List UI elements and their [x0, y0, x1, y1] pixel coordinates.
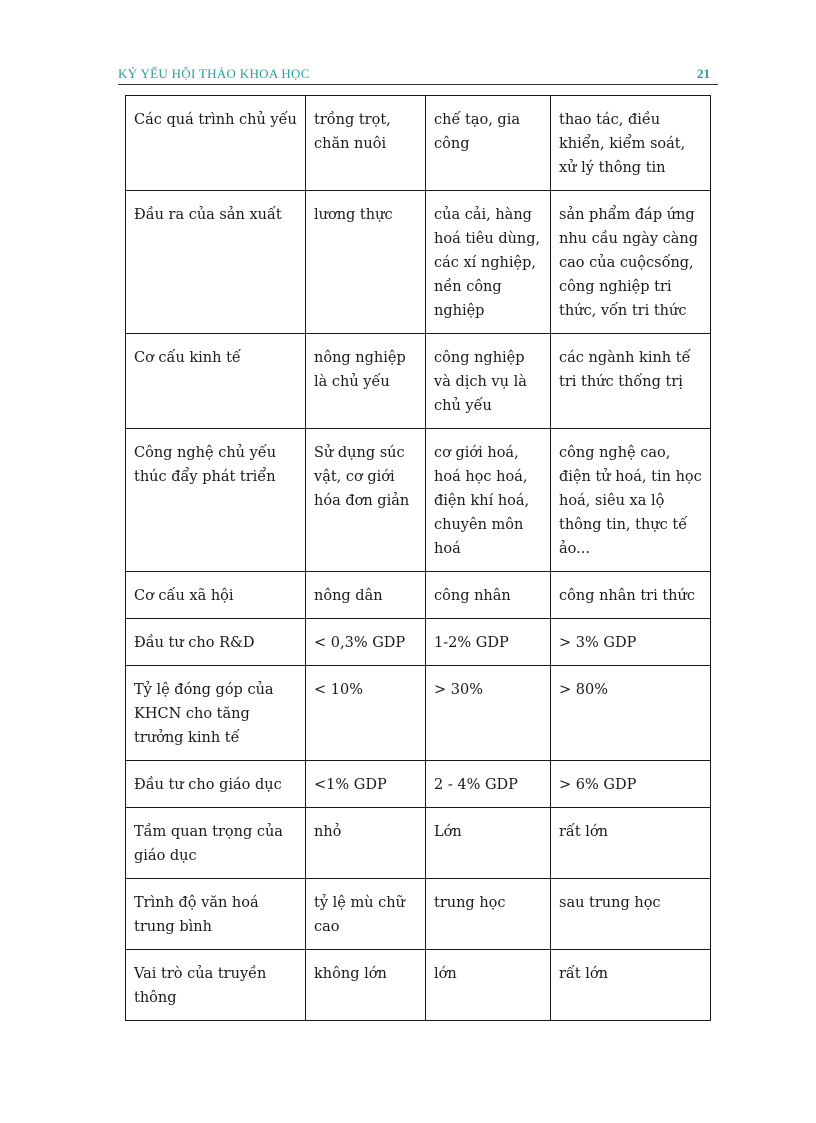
industrial-cell: > 30%: [426, 666, 551, 761]
industrial-cell: cơ giới hoá, hoá học hoá, điện khí hoá, chuyên môn hoá: [426, 429, 551, 572]
knowledge-cell: rất lớn: [551, 950, 711, 1021]
criterion-cell: Đầu ra của sản xuất: [126, 191, 306, 334]
industrial-cell: của cải, hàng hoá tiêu dùng, các xí nghiệp, nền công nghiệp: [426, 191, 551, 334]
table-body: [126, 96, 711, 1021]
knowledge-cell: sản phẩm đáp ứng nhu cầu ngày càng cao của cuộcsống, công nghiệp tri thức, vốn tri thức: [551, 191, 711, 334]
criterion-cell: Đầu tư cho R&D: [126, 619, 306, 666]
table-row: [126, 761, 711, 808]
knowledge-cell: thao tác, điều khiển, kiểm soát, xử lý thông tin: [551, 96, 711, 191]
page-number: 21: [697, 66, 710, 81]
table-row: [126, 572, 711, 619]
agricultural-cell: không lớn: [306, 950, 426, 1021]
agricultural-cell: < 10%: [306, 666, 426, 761]
industrial-cell: công nhân: [426, 572, 551, 619]
table-row: [126, 619, 711, 666]
criterion-cell: Trình độ văn hoá trung bình: [126, 879, 306, 950]
industrial-cell: trung học: [426, 879, 551, 950]
agricultural-cell: nhỏ: [306, 808, 426, 879]
knowledge-cell: công nghệ cao, điện tử hoá, tin học hoá, siêu xa lộ thông tin, thực tế ảo...: [551, 429, 711, 572]
table-row: [126, 429, 711, 572]
agricultural-cell: nông nghiệp là chủ yếu: [306, 334, 426, 429]
knowledge-cell: sau trung học: [551, 879, 711, 950]
table-row: [126, 808, 711, 879]
header-divider: [118, 84, 718, 85]
industrial-cell: 2 - 4% GDP: [426, 761, 551, 808]
industrial-cell: lớn: [426, 950, 551, 1021]
knowledge-cell: > 80%: [551, 666, 711, 761]
running-title: KỶ YẾU HỘI THẢO KHOA HỌC: [118, 66, 310, 81]
table-row: [126, 879, 711, 950]
agricultural-cell: < 0,3% GDP: [306, 619, 426, 666]
industrial-cell: chế tạo, gia công: [426, 96, 551, 191]
table-row: [126, 666, 711, 761]
table-row: [126, 96, 711, 191]
industrial-cell: 1-2% GDP: [426, 619, 551, 666]
knowledge-cell: > 3% GDP: [551, 619, 711, 666]
page-header: [118, 62, 710, 84]
industrial-cell: công nghiệp và dịch vụ là chủ yếu: [426, 334, 551, 429]
table-row: [126, 334, 711, 429]
agricultural-cell: nông dân: [306, 572, 426, 619]
criterion-cell: Công nghệ chủ yếu thúc đẩy phát triển: [126, 429, 306, 572]
comparison-table: [125, 95, 711, 1021]
agricultural-cell: tỷ lệ mù chữ cao: [306, 879, 426, 950]
criterion-cell: Tỷ lệ đóng góp của KHCN cho tăng trưởng kinh tế: [126, 666, 306, 761]
criterion-cell: Đầu tư cho giáo dục: [126, 761, 306, 808]
criterion-cell: Tầm quan trọng của giáo dục: [126, 808, 306, 879]
table-row: [126, 950, 711, 1021]
knowledge-cell: > 6% GDP: [551, 761, 711, 808]
knowledge-cell: các ngành kinh tế tri thức thống trị: [551, 334, 711, 429]
knowledge-cell: công nhân tri thức: [551, 572, 711, 619]
criterion-cell: Cơ cấu kinh tế: [126, 334, 306, 429]
criterion-cell: Vai trò của truyền thông: [126, 950, 306, 1021]
knowledge-cell: rất lớn: [551, 808, 711, 879]
criterion-cell: Các quá trình chủ yếu: [126, 96, 306, 191]
industrial-cell: Lớn: [426, 808, 551, 879]
agricultural-cell: Sử dụng súc vật, cơ giới hóa đơn giản: [306, 429, 426, 572]
table-row: [126, 191, 711, 334]
agricultural-cell: lương thực: [306, 191, 426, 334]
agricultural-cell: <1% GDP: [306, 761, 426, 808]
agricultural-cell: trồng trọt, chăn nuôi: [306, 96, 426, 191]
criterion-cell: Cơ cấu xã hội: [126, 572, 306, 619]
